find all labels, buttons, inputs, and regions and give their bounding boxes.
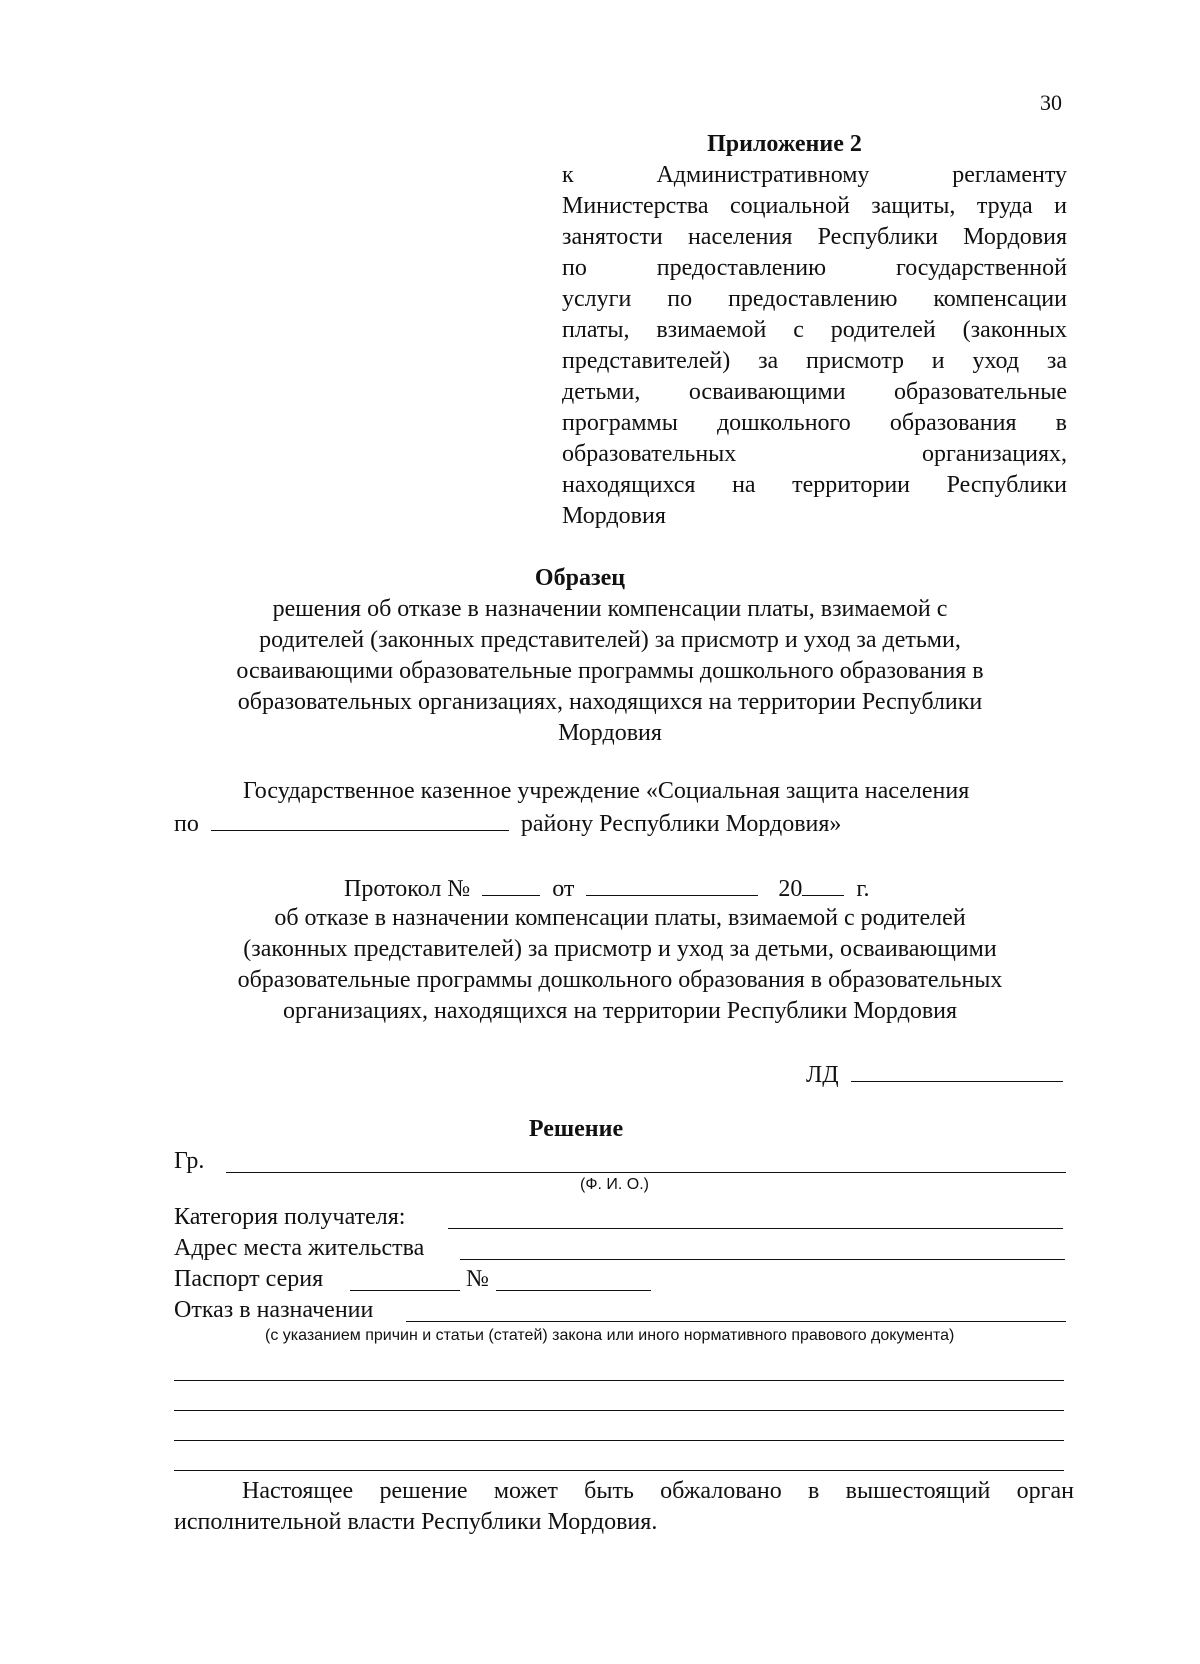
district-blank[interactable] [211,808,509,831]
sample-block [160,563,1060,749]
address-line[interactable] [460,1259,1065,1260]
institution-suffix: району Республики Мордовия» [520,811,842,837]
protocol-from: от [552,876,575,902]
sample-line: родителей (законных представителей) за присмотр и уход за детьми, [259,627,961,653]
fio-hint: (Ф. И. О.) [580,1176,649,1193]
address-label: Адрес места жительства [174,1235,425,1261]
ld-label: ЛД [806,1062,839,1088]
protocol-line: организациях, находящихся на территории Республики Мордовия [282,998,958,1024]
appendix-header [562,129,1067,532]
refusal-line[interactable] [406,1321,1066,1322]
appendix-title: Приложение 2 [707,131,862,157]
passport-number-label: № [466,1266,489,1292]
appendix-line: образовательных организациях, [562,441,1067,467]
protocol-year-suffix: г. [856,876,870,902]
appendix-line: представителей) за присмотр и уход за [562,348,1067,374]
appendix-line: платы, взимаемой с родителей (законных [562,317,1067,343]
sample-line: решения об отказе в назначении компенсации платы, взимаемой с [272,596,948,622]
page-number: 30 [1040,90,1062,115]
appendix-line: услуги по предоставлению компенсации [562,286,1067,312]
protocol-label: Протокол № [344,876,471,902]
appendix-line: Министерства социальной защиты, труда и [562,193,1067,219]
protocol-number-blank[interactable] [482,873,540,896]
category-label: Категория получателя: [174,1204,406,1230]
category-line[interactable] [448,1228,1063,1229]
refusal-label: Отказ в назначении [174,1297,374,1323]
appendix-line: находящихся на территории Республики [562,472,1067,498]
passport-number-line[interactable] [496,1290,651,1291]
sample-line: образовательных организациях, находящихся на территории Республики [237,689,983,715]
protocol-line: (законных представителей) за присмотр и уход за детьми, осваивающими [243,936,997,962]
protocol-row [344,873,870,905]
ld-row [806,1059,1069,1091]
sample-line: осваивающими образовательные программы дошкольного образования в [236,658,984,684]
refusal-reason-line[interactable] [174,1470,1064,1471]
appendix-line: к Административному регламенту [562,162,1067,188]
protocol-subject [170,903,1070,1027]
passport-series-line[interactable] [350,1290,460,1291]
ld-blank[interactable] [851,1059,1063,1082]
appendix-line: программы дошкольного образования в [562,410,1067,436]
institution-line: Государственное казенное учреждение «Социальная защита населения [243,778,970,804]
refusal-reason-line[interactable] [174,1440,1064,1441]
passport-label: Паспорт серия [174,1266,324,1292]
refusal-reason-line[interactable] [174,1410,1064,1411]
decision-title: Решение [528,1116,624,1142]
institution-district-row [174,808,841,840]
sample-line: Мордовия [558,720,662,746]
appendix-line: детьми, осваивающими образовательные [562,379,1067,405]
protocol-year-prefix: 20 [778,876,803,902]
refusal-reason-line[interactable] [174,1380,1064,1381]
appendix-line: Мордовия [562,503,666,529]
protocol-year-blank[interactable] [802,873,844,896]
refusal-hint: (с указанием причин и статьи (статей) закона или иного нормативного правового документа) [265,1327,955,1344]
protocol-line: образовательные программы дошкольного образования в образовательных [237,967,1003,993]
citizen-name-line[interactable] [226,1172,1066,1173]
institution-prefix: по [174,811,199,837]
protocol-date-blank[interactable] [586,873,758,896]
appendix-line: по предоставлению государственной [562,255,1067,281]
citizen-label: Гр. [174,1148,205,1174]
protocol-line: об отказе в назначении компенсации платы, взимаемой с родителей [274,905,966,931]
appeal-notice: Настоящее решение может быть обжаловано в вышестоящий орган исполнительной власти Республики Мордовия. [174,1478,1074,1535]
sample-title: Образец [534,565,626,591]
appendix-text [562,160,1067,532]
appendix-line: занятости населения Республики Мордовия [562,224,1067,250]
